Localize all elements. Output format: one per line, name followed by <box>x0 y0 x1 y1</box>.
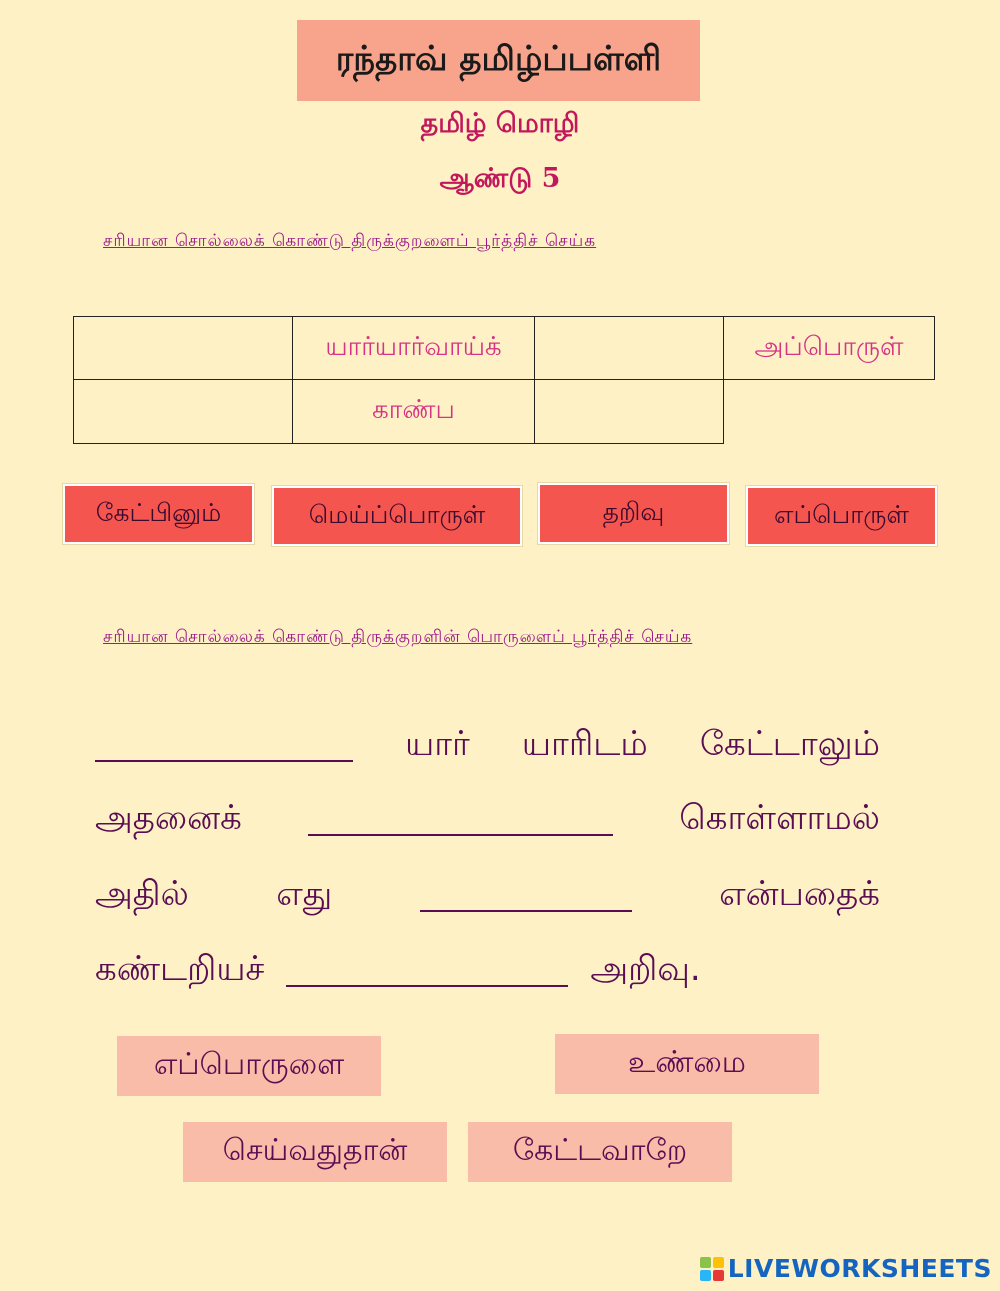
meaning-word: என்பதைக் <box>719 874 880 914</box>
meaning-choice-3[interactable]: செய்வதுதான் <box>183 1122 447 1182</box>
subject-title: தமிழ் மொழி <box>420 108 580 139</box>
liveworksheets-logo <box>700 1254 992 1283</box>
meaning-blank-4[interactable] <box>286 945 568 987</box>
grid-word: அப்பொருள் <box>723 316 935 380</box>
instruction-section-2: சரியான சொல்லைக் கொண்டு திருக்குறளின் பொருளைப் பூர்த்திச் செய்க <box>103 627 693 647</box>
logo-text: LIVEWORKSHEETS <box>727 1254 992 1283</box>
meaning-word: அதனைக் <box>95 798 242 838</box>
logo-icon <box>700 1257 724 1281</box>
school-title: ரந்தாவ் தமிழ்ப்பள்ளி <box>297 20 700 101</box>
meaning-choice-2[interactable]: உண்மை <box>555 1034 819 1094</box>
meaning-word: யார் <box>405 724 470 764</box>
meaning-blank-2[interactable] <box>308 794 613 836</box>
meaning-word: எது <box>276 874 333 914</box>
drop-slot-1[interactable] <box>73 316 293 380</box>
meaning-word: கேட்டாலும் <box>699 724 880 764</box>
year-title: ஆண்டு 5 <box>439 163 561 194</box>
choice-word-4[interactable]: எப்பொருள் <box>746 486 937 546</box>
grid-word: காண்ப <box>292 379 535 444</box>
meaning-line-4 <box>95 937 880 993</box>
choice-word-2[interactable]: மெய்ப்பொருள் <box>272 486 522 546</box>
meaning-line-1 <box>95 712 880 768</box>
meaning-line-3 <box>95 862 880 918</box>
choice-word-1[interactable]: கேட்பினும் <box>63 484 254 544</box>
meaning-word: கண்டறியச் <box>95 949 265 989</box>
meaning-word: அறிவு. <box>590 949 701 989</box>
meaning-line-2 <box>95 786 880 842</box>
meaning-word: யாரிடம் <box>521 724 648 764</box>
meaning-choice-4[interactable]: கேட்டவாறே <box>468 1122 732 1182</box>
meaning-blank-3[interactable] <box>420 870 632 912</box>
meaning-word: அதில் <box>95 874 189 914</box>
choice-word-3[interactable]: தறிவு <box>538 483 729 544</box>
meaning-blank-1[interactable] <box>95 720 353 762</box>
drop-slot-4[interactable] <box>534 379 724 444</box>
drop-slot-2[interactable] <box>534 316 724 380</box>
instruction-section-1: சரியான சொல்லைக் கொண்டு திருக்குறளைப் பூர்த்திச் செய்க <box>103 231 597 251</box>
meaning-choice-1[interactable]: எப்பொருளை <box>117 1036 381 1096</box>
meaning-word: கொள்ளாமல் <box>679 798 880 838</box>
drop-slot-3[interactable] <box>73 379 293 444</box>
grid-word: யார்யார்வாய்க் <box>292 316 535 380</box>
